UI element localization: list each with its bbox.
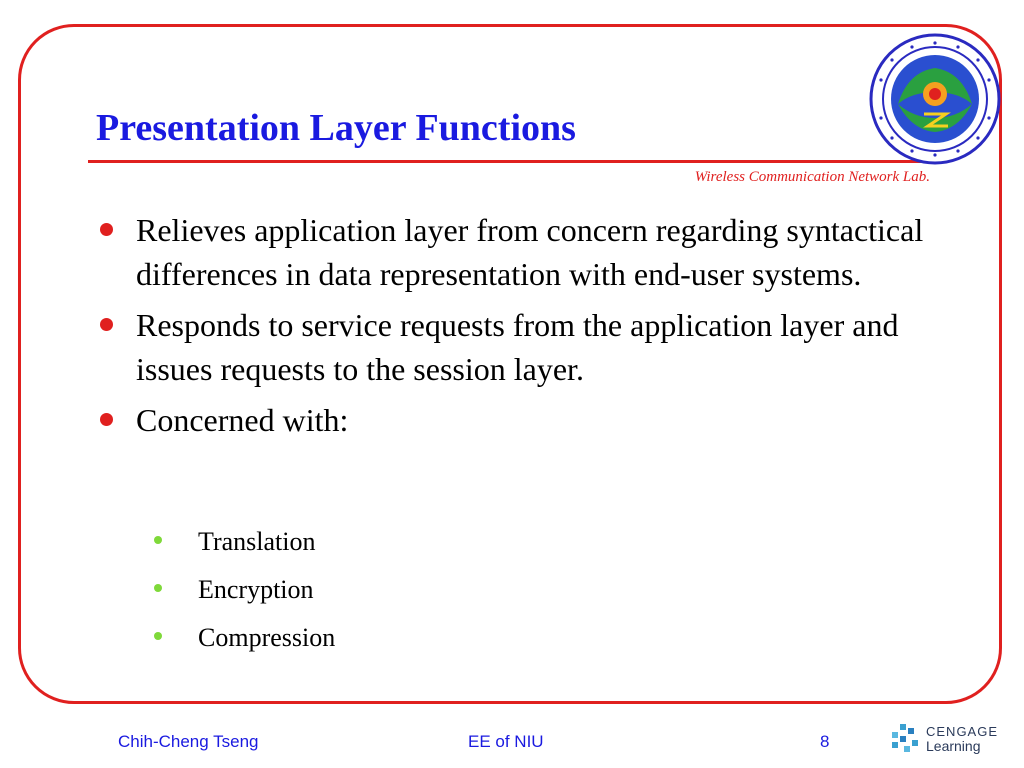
- sub-bullet-text: Compression: [198, 623, 336, 652]
- sub-bullet-text: Encryption: [198, 575, 314, 604]
- bullet-dot-icon: [100, 413, 113, 426]
- cengage-logo: [890, 722, 1016, 758]
- sub-bullet-text: Translation: [198, 527, 316, 556]
- bullet-dot-icon: [100, 223, 113, 236]
- bullet-text: Relieves application layer from concern regarding syntactical differences in data representation with end-user systems.: [136, 212, 924, 292]
- cengage-name-line2: Learning: [926, 738, 981, 754]
- footer-page-number: 8: [820, 732, 830, 751]
- bullet-list: [100, 208, 950, 449]
- bullet-dot-icon: [100, 318, 113, 331]
- slide-title: Presentation Layer Functions: [96, 107, 576, 149]
- bullet-item: [100, 303, 950, 391]
- university-logo: [868, 32, 1002, 166]
- sub-bullet-dot-icon: [154, 632, 162, 640]
- sub-bullet-item: [150, 566, 335, 614]
- sub-bullet-dot-icon: [154, 584, 162, 592]
- bullet-item: [100, 208, 950, 296]
- footer-author: Chih-Cheng Tseng: [118, 732, 259, 751]
- cengage-mark-icon: [890, 722, 922, 754]
- title-divider: [88, 160, 942, 163]
- sub-bullet-item: [150, 614, 335, 662]
- bullet-text: Responds to service requests from the application layer and issues requests to the session layer.: [136, 307, 899, 387]
- sub-bullet-dot-icon: [154, 536, 162, 544]
- sub-bullet-item: [150, 518, 335, 566]
- lab-name: Wireless Communication Network Lab.: [694, 169, 930, 185]
- bullet-text: Concerned with:: [136, 402, 349, 438]
- footer-course: EE of NIU: [468, 732, 544, 751]
- sub-bullet-list: [150, 518, 335, 662]
- bullet-item: [100, 398, 950, 442]
- cengage-name-line1: CENGAGE: [926, 724, 999, 739]
